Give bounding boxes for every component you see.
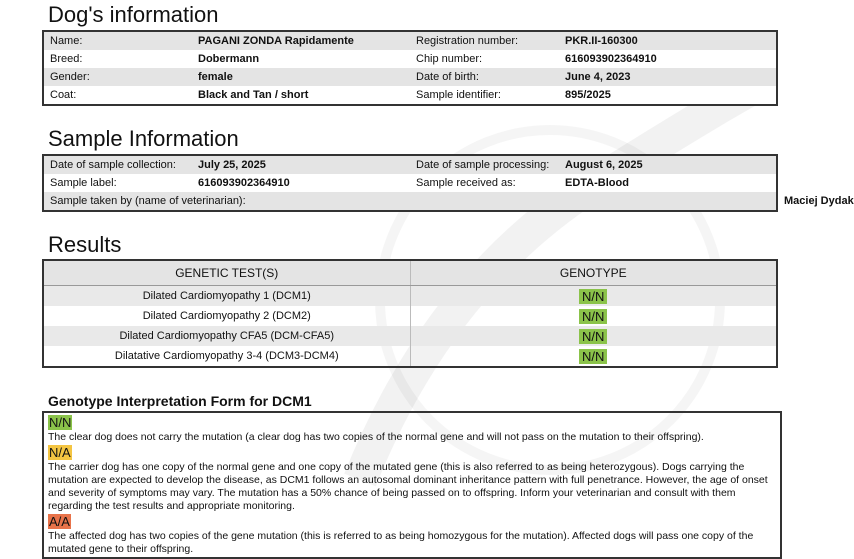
column-header-genotype: GENOTYPE — [410, 260, 777, 286]
test-name: Dilatative Cardiomyopathy 3-4 (DCM3-DCM4) — [114, 350, 339, 362]
dog-info-title: Dog's information — [48, 2, 219, 27]
field-value: 616093902364910 — [192, 174, 410, 192]
field-label: Chip number: — [410, 50, 559, 68]
field-label: Sample label: — [43, 174, 192, 192]
field-label: Registration number: — [410, 31, 559, 50]
dog-info-table — [42, 30, 778, 106]
field-value: EDTA-Blood — [559, 174, 777, 192]
field-label: Date of sample processing: — [410, 155, 559, 174]
column-header-test: GENETIC TEST(S) — [43, 260, 410, 286]
field-value: June 4, 2023 — [559, 68, 777, 86]
genotype-badge: N/N — [579, 309, 607, 324]
genotype-badge: N/N — [579, 329, 607, 344]
genotype-tag-clear: N/N — [49, 415, 72, 430]
interpretation-text-affected: The affected dog has two copies of the gene mutation (this is referred to as being homozygous for the mutation). Affected dogs will pass one copy of the mutated gene to their offspring. — [48, 530, 754, 555]
field-value: PAGANI ZONDA Rapidamente — [192, 31, 410, 50]
field-value: 895/2025 — [559, 86, 777, 105]
genotype-badge: N/N — [579, 349, 607, 364]
field-value: August 6, 2025 — [559, 155, 777, 174]
table-row — [43, 346, 777, 367]
interpretation-box — [42, 411, 782, 559]
field-value: Dobermann — [192, 50, 410, 68]
genotype-badge: N/N — [579, 289, 607, 304]
field-label: Sample taken by (name of veterinarian): — [43, 192, 410, 211]
field-value: July 25, 2025 — [192, 155, 410, 174]
table-row — [43, 306, 777, 326]
field-label: Breed: — [43, 50, 192, 68]
results-table — [42, 259, 778, 368]
table-row — [43, 155, 777, 174]
field-value: 616093902364910 — [559, 50, 777, 68]
field-value: PKR.II-160300 — [559, 31, 777, 50]
genotype-tag-carrier: N/A — [49, 445, 71, 460]
field-label: Sample received as: — [410, 174, 559, 192]
sample-info-title: Sample Information — [48, 126, 239, 151]
table-row — [43, 86, 777, 105]
field-label: Gender: — [43, 68, 192, 86]
field-label: Coat: — [43, 86, 192, 105]
table-row — [43, 68, 777, 86]
sample-info-table — [42, 154, 854, 212]
interpretation-text-carrier: The carrier dog has one copy of the normal gene and one copy of the mutated gene (this is also referred to as being heterozygous). Dogs carrying the mutation are expected to develop the disease, as DCM1 follows an autosomal dominant inheritance pattern with full penetrance. However, the age of onset and severity of symptoms may vary. The mutation has a 50% chance of being passed on to offspring. Inform your veterinarian and consult with them regarding the test results and appropriate monitoring. — [48, 461, 768, 512]
field-value: Maciej Dydak — [410, 192, 777, 211]
test-name: Dilated Cardiomyopathy 2 (DCM2) — [142, 310, 311, 322]
field-label: Date of sample collection: — [43, 155, 192, 174]
field-label: Sample identifier: — [410, 86, 559, 105]
genotype-tag-affected: A/A — [49, 514, 70, 529]
field-value: female — [192, 68, 410, 86]
table-row — [43, 192, 777, 211]
table-header-row — [43, 260, 777, 286]
interpretation-text-clear: The clear dog does not carry the mutation (a clear dog has two copies of the normal gene and will not pass on the mutation to their offspring). — [48, 431, 704, 443]
table-row — [43, 174, 777, 192]
test-name: Dilated Cardiomyopathy CFA5 (DCM-CFA5) — [43, 326, 410, 346]
table-row — [43, 326, 777, 346]
table-row — [43, 31, 777, 50]
interpretation-title: Genotype Interpretation Form for DCM1 — [48, 393, 312, 409]
field-label: Date of birth: — [410, 68, 559, 86]
results-title: Results — [48, 232, 122, 257]
table-row — [43, 50, 777, 68]
field-value: Black and Tan / short — [192, 86, 410, 105]
field-label: Name: — [43, 31, 192, 50]
test-name: Dilated Cardiomyopathy 1 (DCM1) — [43, 286, 410, 307]
table-row — [43, 286, 777, 307]
